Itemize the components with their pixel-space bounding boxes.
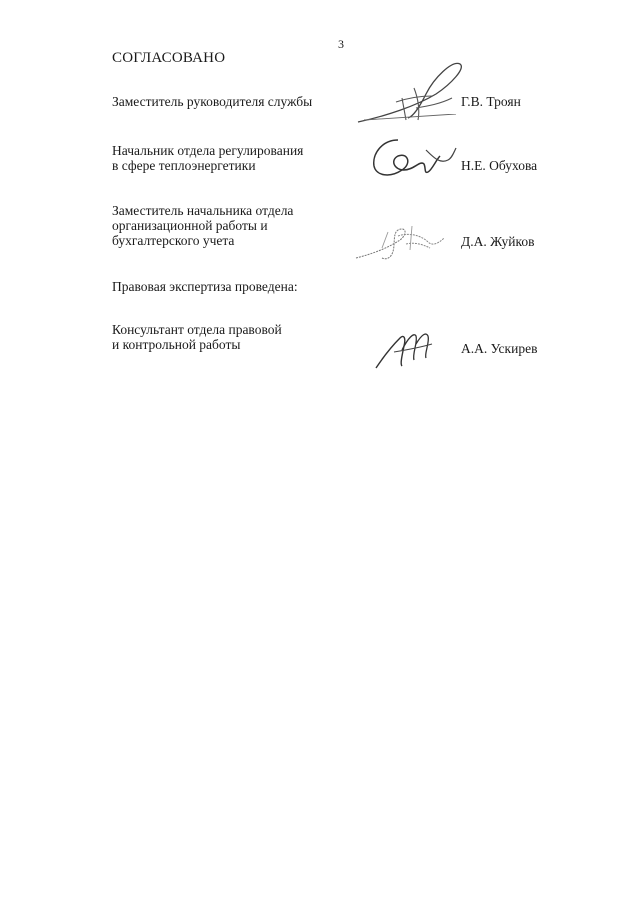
consultant-name: А.А. Ускирев [461,341,538,356]
signatory-title-3: Заместитель начальника отдела организационной работы и бухгалтерского учета [112,203,294,248]
signatory-name-2: Н.Е. Обухова [461,158,538,173]
signatory-name-1: Г.В. Троян [461,94,521,109]
consultant-title: Консультант отдела правовой и контрольной работы [112,322,282,352]
page-number: 3 [338,37,344,51]
approval-heading: СОГЛАСОВАНО [112,50,226,66]
legal-review-note: Правовая экспертиза проведена: [112,279,298,294]
signature-3 [352,214,452,264]
signature-2 [368,130,458,185]
signature-4 [372,324,442,372]
signatory-title-2: Начальник отдела регулирования в сфере теплоэнергетики [112,143,304,173]
signature-1 [356,58,476,128]
signatory-title-1: Заместитель руководителя службы [112,94,313,109]
signatory-name-3: Д.А. Жуйков [461,234,535,249]
